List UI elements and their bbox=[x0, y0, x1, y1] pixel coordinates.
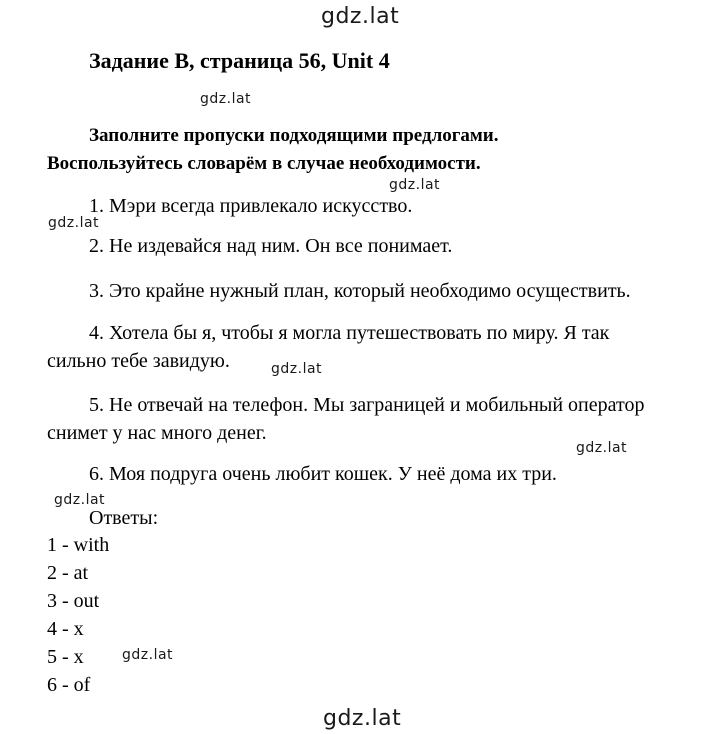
answer-item: 1 - with bbox=[47, 534, 110, 556]
answer-item: 2 - at bbox=[47, 562, 89, 584]
sentence-4-line-2: сильно тебе завидую. bbox=[47, 350, 230, 372]
instruction-line-1: Заполните пропуски подходящими предлогами. bbox=[89, 125, 499, 146]
watermark: gdz.lat bbox=[122, 647, 174, 663]
sentence-1: 1. Мэри всегда привлекало искусство. bbox=[89, 195, 413, 217]
page-title: Задание B, страница 56, Unit 4 bbox=[89, 48, 390, 73]
watermark-bottom: gdz.lat bbox=[323, 706, 402, 731]
sentence-2: 2. Не издевайся над ним. Он все понимает. bbox=[89, 235, 453, 257]
watermark: gdz.lat bbox=[200, 91, 252, 107]
sentence-3: 3. Это крайне нужный план, который необходимо осуществить. bbox=[89, 280, 631, 302]
watermark: gdz.lat bbox=[271, 361, 323, 377]
watermark: gdz.lat bbox=[576, 440, 628, 456]
answer-item: 4 - x bbox=[47, 618, 84, 640]
sentence-6: 6. Моя подруга очень любит кошек. У неё дома их три. bbox=[89, 463, 557, 485]
instruction-line-2: Воспользуйтесь словарём в случае необходимости. bbox=[47, 153, 481, 174]
sentence-5-line-2: снимет у нас много денег. bbox=[47, 422, 267, 444]
watermark: gdz.lat bbox=[48, 215, 100, 231]
watermark: gdz.lat bbox=[389, 177, 441, 193]
sentence-4-line-1: 4. Хотела бы я, чтобы я могла путешествовать по миру. Я так bbox=[89, 322, 610, 344]
sentence-5-line-1: 5. Не отвечай на телефон. Мы заграницей и мобильный оператор bbox=[89, 394, 645, 416]
answer-item: 6 - of bbox=[47, 674, 91, 696]
answer-item: 5 - x bbox=[47, 646, 84, 668]
answers-heading: Ответы: bbox=[89, 507, 159, 529]
answer-item: 3 - out bbox=[47, 590, 100, 612]
watermark-top: gdz.lat bbox=[321, 4, 400, 29]
watermark: gdz.lat bbox=[54, 492, 106, 508]
